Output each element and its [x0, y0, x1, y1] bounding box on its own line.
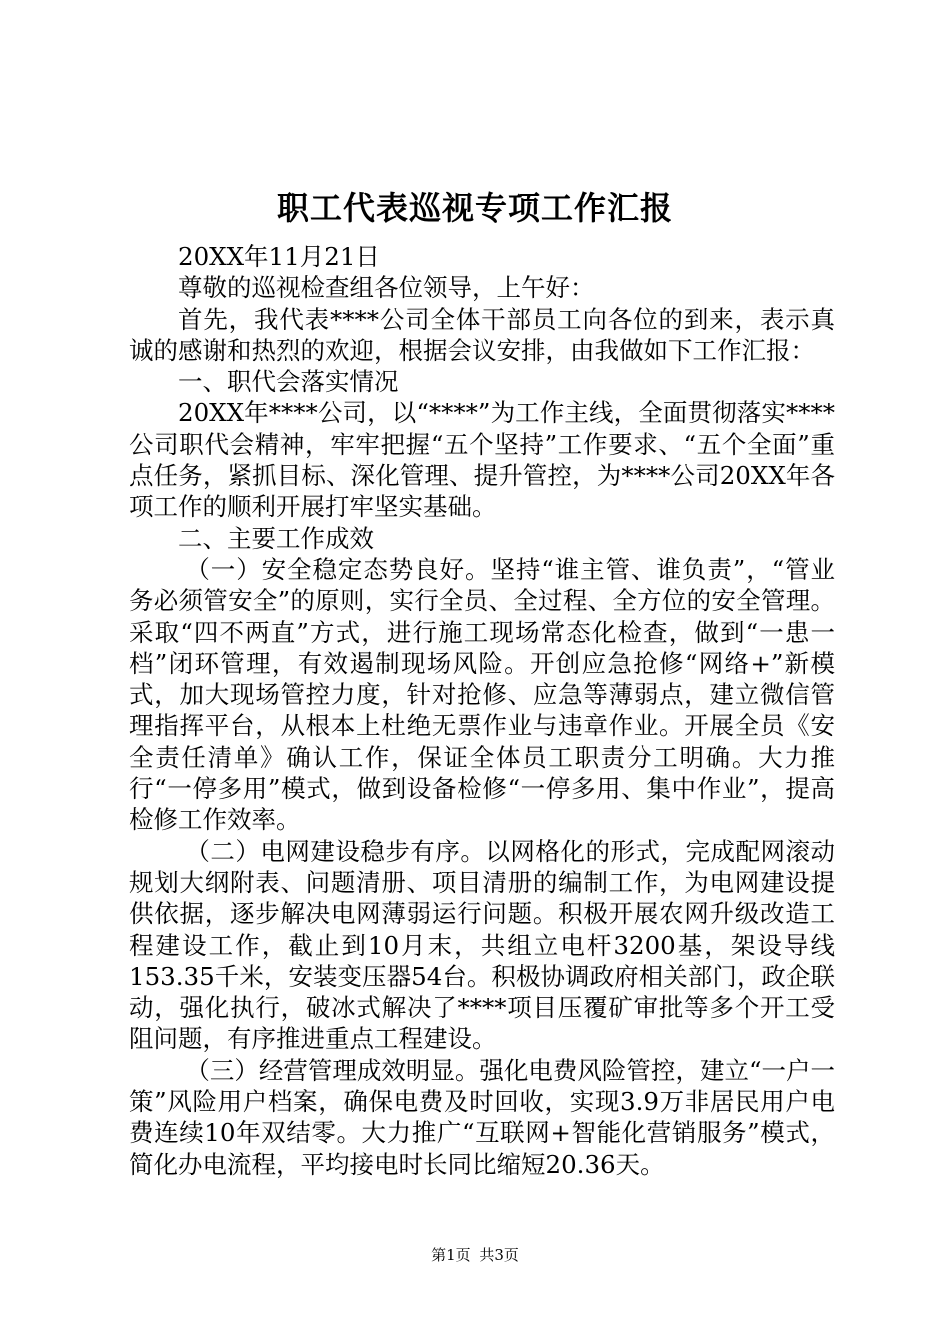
opening-paragraph: 首先，我代表****公司全体干部员工向各位的到来，表示真诚的感谢和热烈的欢迎，根据会议安排，由我做如下工作汇报： — [129, 304, 835, 365]
page-footer — [0, 1245, 950, 1265]
section-1-paragraph: 20XX年****公司，以“****”为工作主线，全面贯彻落实****公司职代会精神，牢牢把握“五个坚持”工作要求、“五个全面”重点任务，紧抓目标、深化管理、提升管控，为****公司20XX年各项工作的顺利开展打牢坚实基础。 — [129, 398, 835, 522]
subsection-operations-paragraph: （三）经营管理成效明显。强化电费风险管控，建立“一户一策”风险用户档案，确保电费及时回收，实现3.9万非居民用户电费连续10年双结零。大力推广“互联网+智能化营销服务”模式，简化办电流程，平均接电时长同比缩短20.36天。 — [129, 1055, 835, 1179]
report-date: 20XX年11月21日 — [178, 242, 380, 271]
document-title: 职工代表巡视专项工作汇报 — [276, 189, 673, 227]
subsection-grid-paragraph: （二）电网建设稳步有序。以网格化的形式，完成配网滚动规划大纲附表、问题清册、项目清册的编制工作，为电网建设提供依据，逐步解决电网薄弱运行问题。积极开展农网升级改造工程建设工作，截止到10月末，共组立电杆3200基，架设导线153.35千米，安装变压器54台。积极协调政府相关部门，政企联动，强化执行，破冰式解决了****项目压覆矿审批等多个开工受阻问题，有序推进重点工程建设。 — [129, 836, 835, 1054]
subsection-safety-paragraph: （一）安全稳定态势良好。坚持“谁主管、谁负责”，“管业务必须管安全”的原则，实行全员、全过程、全方位的安全管理。采取“四不两直”方式，进行施工现场常态化检查，做到“一患一档”闭环管理，有效遏制现场风险。开创应急抢修“网络+”新模式，加大现场管控力度，针对抢修、应急等薄弱点，建立微信管理指挥平台，从根本上杜绝无票作业与违章作业。开展全员《安全责任清单》确认工作，保证全体员工职责分工明确。大力推行“一停多用”模式，做到设备检修“一停多用、集中作业”，提高检修工作效率。 — [129, 554, 835, 835]
section-heading-2: 二、主要工作成效 — [178, 523, 374, 553]
salutation: 尊敬的巡视检查组各位领导，上午好： — [178, 273, 595, 303]
page-total: 共3页 — [479, 1246, 519, 1264]
section-heading-1: 一、职代会落实情况 — [178, 367, 399, 397]
page-number: 第1页 — [431, 1246, 471, 1264]
document-body — [129, 241, 835, 1180]
